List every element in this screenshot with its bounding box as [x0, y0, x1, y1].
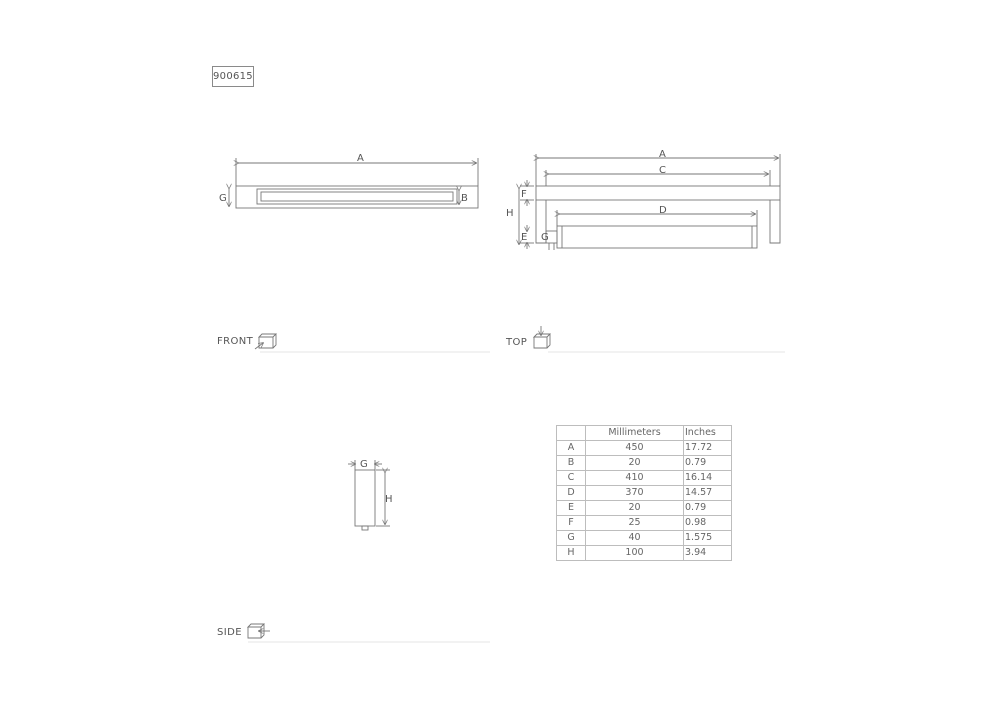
value-inches: 0.79 [684, 501, 732, 516]
side-view [248, 460, 490, 642]
value-inches: 0.98 [684, 516, 732, 531]
dimension-key: C [557, 471, 586, 486]
dimension-key: A [557, 441, 586, 456]
view-label-front: FRONT [217, 336, 254, 347]
value-inches: 3.94 [684, 546, 732, 561]
value-inches: 14.57 [684, 486, 732, 501]
dimension-key: D [557, 486, 586, 501]
side-label-g: G [360, 459, 368, 470]
value-mm: 100 [586, 546, 684, 561]
top-label-e: E [521, 232, 528, 243]
table-header-cell: Millimeters [586, 426, 684, 441]
dimension-key: F [557, 516, 586, 531]
table-row [557, 471, 732, 486]
front-label-g: G [219, 193, 227, 204]
table-row [557, 516, 732, 531]
dimension-key: B [557, 456, 586, 471]
top-label-a: A [659, 149, 666, 160]
table-row [557, 531, 732, 546]
front-view [229, 158, 490, 352]
top-label-h: H [506, 208, 514, 219]
table-row [557, 501, 732, 516]
value-mm: 370 [586, 486, 684, 501]
product-code: 900615 [212, 66, 254, 87]
table-row [557, 441, 732, 456]
dimension-key: H [557, 546, 586, 561]
table-row [557, 486, 732, 501]
dimension-key: E [557, 501, 586, 516]
value-inches: 17.72 [684, 441, 732, 456]
top-label-d: D [659, 205, 667, 216]
table-header-cell [557, 426, 586, 441]
value-inches: 1.575 [684, 531, 732, 546]
top-view [519, 154, 785, 352]
value-inches: 16.14 [684, 471, 732, 486]
dimensions-table [556, 425, 732, 561]
value-mm: 410 [586, 471, 684, 486]
view-label-top: TOP [506, 337, 528, 348]
table-row [557, 546, 732, 561]
table-header-row [557, 426, 732, 441]
table-row [557, 456, 732, 471]
top-label-f: F [521, 189, 527, 200]
front-label-b: B [461, 193, 468, 204]
table-header-cell: Inches [684, 426, 732, 441]
value-inches: 0.79 [684, 456, 732, 471]
value-mm: 20 [586, 456, 684, 471]
value-mm: 20 [586, 501, 684, 516]
value-mm: 25 [586, 516, 684, 531]
value-mm: 40 [586, 531, 684, 546]
side-label-h: H [385, 494, 393, 505]
dimension-key: G [557, 531, 586, 546]
front-label-a: A [357, 153, 364, 164]
top-label-c: C [659, 165, 666, 176]
value-mm: 450 [586, 441, 684, 456]
top-label-g: G [541, 232, 549, 243]
view-label-side: SIDE [217, 627, 242, 638]
